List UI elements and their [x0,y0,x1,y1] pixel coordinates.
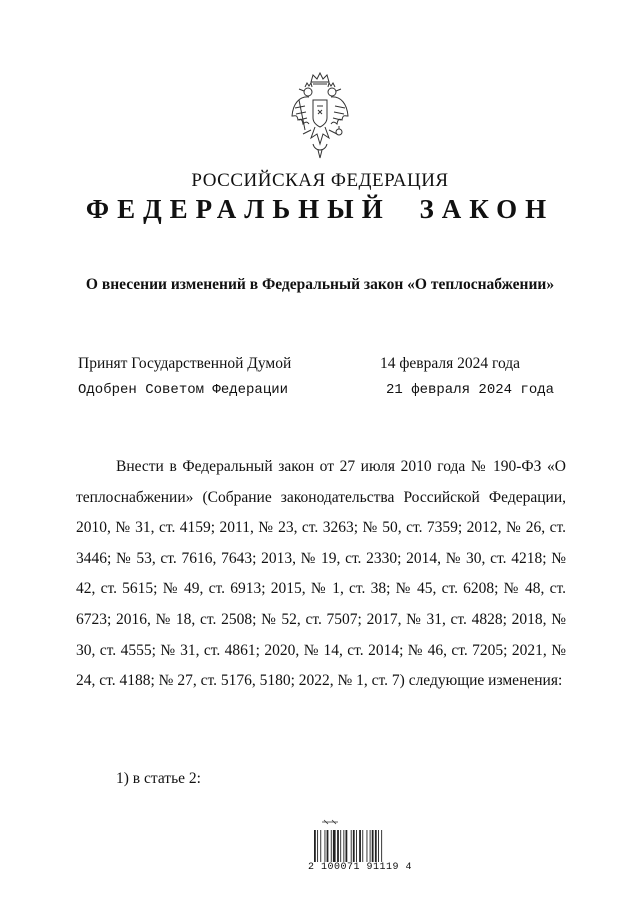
coat-of-arms-icon [289,72,351,160]
document-type: ФЕДЕРАЛЬНЫЙ ЗАКОН [85,194,555,224]
law-title: О внесении изменений в Федеральный закон «О теплоснабжении» [85,276,555,293]
adoption-label: Принят Государственной Думой [78,355,292,372]
body-paragraph: Внести в Федеральный закон от 27 июля 2010 года № 190-ФЗ «О теплоснабжении» (Собрание законодательства Российской Федерации, 2010, № 31, ст. 4159; 2011, № 23, ст. 3263; № 50, ст. 7359; 2012, № 26, ст. 3446; № 53, ст. 7616, 7643; 2013, № 19, ст. 2330; 2014, № 30, ст. 4218; № 42, ст. 5615; № 49, ст. 6913; 2015, № 1, ст. 38; № 45, ст. 6208; № 48, ст. 6723; 2016, № 18, ст. 2508; № 52, ст. 7507; 2017, № 31, ст. 4828; 2018, № 30, ст. 4555; № 31, ст. 4861; 2020, № 14, ст. 2014; № 46, ст. 7205; 2021, № 24, ст. 4188; № 27, ст. 5176, 5180; 2022, № 1, ст. 7) следующие изменения: [76,458,566,690]
country-name: РОССИЙСКАЯ ФЕДЕРАЦИЯ [191,170,449,191]
adoption-date: 14 февраля 2024 года [380,355,521,372]
adoption-label: Одобрен Советом Федерации [78,382,289,398]
article-item-1: 1) в статье 2: [116,770,201,787]
barcode-number: 2 100071 91119 4 [308,862,413,873]
adoption-date: 21 февраля 2024 года [386,382,555,398]
